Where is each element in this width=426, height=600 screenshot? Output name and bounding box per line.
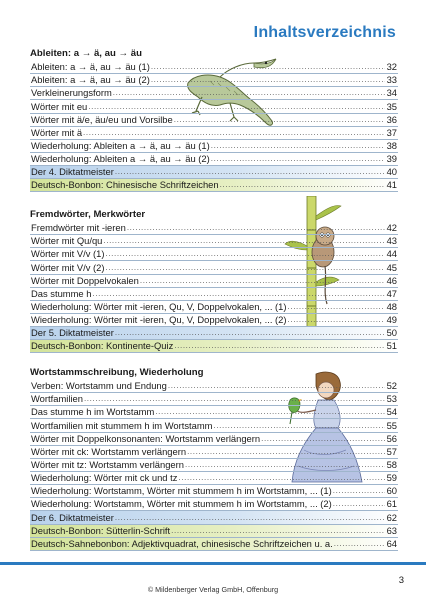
toc-entry-page: 44: [386, 248, 397, 260]
section-heading: Wortstammschreibung, Wiederholung: [30, 367, 204, 378]
toc-entry-label: Verben: Wortstamm und Endung: [31, 380, 167, 392]
toc-leader-dots: [113, 86, 385, 99]
toc-entry[interactable]: [30, 538, 398, 551]
toc-leader-dots: [105, 247, 385, 260]
toc-leader-dots: [174, 113, 385, 126]
toc-entry-page: 35: [386, 100, 397, 112]
toc-entry-page: 61: [386, 498, 397, 510]
toc-leader-dots: [88, 100, 385, 113]
toc-leader-dots: [334, 537, 385, 550]
toc-entry[interactable]: [30, 525, 398, 538]
toc-entry[interactable]: [30, 485, 398, 498]
toc-entry[interactable]: [30, 235, 398, 248]
toc-entry-page: 41: [386, 179, 397, 191]
toc-entry-label: Ableiten: a → ä, au → äu (2): [31, 74, 150, 86]
toc-entry-label: Wörter mit ä/e, äu/eu und Vorsilbe: [31, 113, 173, 125]
toc-entry-page: 57: [386, 445, 397, 457]
toc-entry-label: Wiederholung: Wörter mit ck und tz: [31, 472, 178, 484]
page-number: 3: [398, 575, 404, 586]
toc-entry-page: 32: [386, 61, 397, 73]
toc-leader-dots: [171, 524, 385, 537]
toc-entry-page: 39: [386, 153, 397, 165]
toc-entry[interactable]: [30, 275, 398, 288]
toc-leader-dots: [288, 313, 386, 326]
toc-entry-page: 54: [386, 406, 397, 418]
toc-leader-dots: [220, 178, 385, 191]
toc-list: [30, 380, 398, 551]
toc-entry[interactable]: [30, 153, 398, 166]
toc-entry-label: Wörter mit ä: [31, 126, 83, 138]
toc-entry-label: Wörter mit tz: Wortstamm verlängern: [31, 458, 184, 470]
toc-entry-label: Der 6. Diktatmeister: [31, 511, 114, 523]
page-title: Inhaltsverzeichnis: [253, 24, 396, 41]
toc-entry[interactable]: [30, 433, 398, 446]
toc-entry[interactable]: [30, 419, 398, 432]
toc-entry-page: 36: [386, 113, 397, 125]
toc-leader-dots: [115, 326, 385, 339]
toc-entry[interactable]: [30, 179, 398, 192]
toc-entry[interactable]: [30, 472, 398, 485]
toc-entry[interactable]: [30, 74, 398, 87]
toc-leader-dots: [151, 73, 385, 86]
toc-entry-label: Wörter mit V/v (1): [31, 248, 105, 260]
toc-leader-dots: [211, 139, 385, 152]
toc-leader-dots: [140, 274, 385, 287]
toc-entry[interactable]: [30, 222, 398, 235]
toc-entry-page: 38: [386, 139, 397, 151]
toc-leader-dots: [127, 221, 385, 234]
toc-entry-label: Wortfamilien: [31, 393, 83, 405]
toc-entry[interactable]: [30, 61, 398, 74]
toc-entry-label: Verkleinerungsform: [31, 87, 112, 99]
toc-list: [30, 61, 398, 192]
toc-entry-page: 50: [386, 327, 397, 339]
toc-entry-page: 49: [386, 314, 397, 326]
toc-leader-dots: [155, 405, 385, 418]
toc-entry-label: Fremdwörter mit -ieren: [31, 222, 126, 234]
toc-entry-label: Wörter mit eu: [31, 100, 88, 112]
toc-leader-dots: [115, 511, 385, 524]
toc-entry-page: 55: [386, 419, 397, 431]
toc-leader-dots: [92, 287, 385, 300]
toc-entry-label: Deutsch-Bonbon: Kontinente-Quiz: [31, 340, 174, 352]
toc-leader-dots: [174, 339, 385, 352]
toc-entry-label: Ableiten: a → ä, au → äu (1): [31, 61, 150, 73]
toc-leader-dots: [185, 458, 385, 471]
toc-entry[interactable]: [30, 406, 398, 419]
footer-rule: [0, 562, 426, 565]
toc-entry-page: 51: [386, 340, 397, 352]
toc-leader-dots: [333, 484, 385, 497]
toc-leader-dots: [83, 126, 385, 139]
toc-entry[interactable]: [30, 340, 398, 353]
toc-leader-dots: [84, 392, 385, 405]
toc-entry-label: Deutsch-Bonbon: Chinesische Schriftzeichen: [31, 179, 219, 191]
toc-entry-label: Wiederholung: Wortstamm, Wörter mit stummem h im Wortstamm, ... (1): [31, 485, 332, 497]
toc-entry-page: 46: [386, 274, 397, 286]
toc-entry-page: 64: [386, 537, 397, 549]
toc-entry[interactable]: [30, 248, 398, 261]
toc-entry-label: Wörter mit ck: Wortstamm verlängern: [31, 445, 187, 457]
toc-entry-page: 33: [386, 74, 397, 86]
toc-entry[interactable]: [30, 446, 398, 459]
toc-entry[interactable]: [30, 393, 398, 406]
toc-entry[interactable]: [30, 140, 398, 153]
toc-entry-label: Wörter mit Doppelkonsonanten: Wortstamm verlängern: [31, 432, 261, 444]
toc-entry-page: 52: [386, 380, 397, 392]
toc-entry[interactable]: [30, 498, 398, 511]
toc-entry-label: Wiederholung: Wortstamm, Wörter mit stummem h im Wortstamm, ... (2): [31, 498, 332, 510]
toc-entry[interactable]: [30, 380, 398, 393]
toc-entry-label: Der 4. Diktatmeister: [31, 166, 114, 178]
toc-section-ableiten: [30, 47, 398, 192]
toc-entry-label: Wörter mit Doppelvokalen: [31, 274, 139, 286]
toc-entry-label: Deutsch-Bonbon: Sütterlin-Schrift: [31, 524, 171, 536]
toc-entry-label: Das stumme h: [31, 287, 92, 299]
toc-leader-dots: [168, 379, 385, 392]
toc-entry-label: Wörter mit Qu/qu: [31, 235, 103, 247]
toc-leader-dots: [211, 152, 385, 165]
toc-entry-page: 53: [386, 393, 397, 405]
toc-entry-page: 47: [386, 287, 397, 299]
toc-entry[interactable]: [30, 459, 398, 472]
toc-leader-dots: [213, 419, 385, 432]
toc-entry[interactable]: [30, 127, 398, 140]
toc-entry-page: 59: [386, 472, 397, 484]
toc-entry-label: Wiederholung: Ableiten a → ä, au → äu (2): [31, 153, 210, 165]
toc-leader-dots: [103, 234, 385, 247]
toc-leader-dots: [105, 261, 385, 274]
toc-entry-page: 45: [386, 261, 397, 273]
toc-entry-page: 62: [386, 511, 397, 523]
toc-section-wortstamm: [30, 366, 398, 551]
toc-list: [30, 222, 398, 353]
toc-entry[interactable]: [30, 301, 398, 314]
toc-entry-label: Wortfamilien mit stummem h im Wortstamm: [31, 419, 213, 431]
toc-entry-page: 56: [386, 432, 397, 444]
toc-leader-dots: [115, 165, 385, 178]
toc-leader-dots: [178, 471, 385, 484]
toc-entry-page: 42: [386, 222, 397, 234]
publisher-credit: © Mildenberger Verlag GmbH, Offenburg: [147, 585, 279, 594]
toc-entry[interactable]: [30, 87, 398, 100]
toc-entry-page: 43: [386, 235, 397, 247]
toc-entry[interactable]: [30, 288, 398, 301]
toc-entry-label: Wiederholung: Ableiten a → ä, au → äu (1): [31, 139, 210, 151]
toc-entry[interactable]: [30, 261, 398, 274]
toc-entry-page: 58: [386, 458, 397, 470]
toc-entry[interactable]: [30, 166, 398, 179]
toc-leader-dots: [187, 445, 385, 458]
toc-entry-page: 37: [386, 126, 397, 138]
toc-entry[interactable]: [30, 114, 398, 127]
section-heading: Fremdwörter, Merkwörter: [30, 209, 146, 220]
toc-leader-dots: [333, 497, 385, 510]
toc-section-fremdwoerter: [30, 208, 398, 353]
toc-entry[interactable]: [30, 327, 398, 340]
toc-entry-page: 63: [386, 524, 397, 536]
toc-entry-label: Wiederholung: Wörter mit -ieren, Qu, V, Doppelvokalen, ... (1): [31, 300, 287, 312]
toc-leader-dots: [151, 60, 385, 73]
toc-entry-label: Wiederholung: Wörter mit -ieren, Qu, V, Doppelvokalen, ... (2): [31, 314, 287, 326]
toc-entry-page: 34: [386, 87, 397, 99]
toc-leader-dots: [288, 300, 386, 313]
toc-entry-label: Der 5. Diktatmeister: [31, 327, 114, 339]
toc-entry-page: 40: [386, 166, 397, 178]
toc-entry-label: Deutsch-Sahnebonbon: Adjektivquadrat, chinesische Schriftzeichen u. a.: [31, 537, 333, 549]
toc-entry[interactable]: [30, 314, 398, 327]
toc-leader-dots: [261, 432, 385, 445]
toc-entry-page: 60: [386, 485, 397, 497]
toc-entry[interactable]: [30, 511, 398, 524]
toc-entry-page: 48: [386, 300, 397, 312]
toc-entry-label: Das stumme h im Wortstamm: [31, 406, 155, 418]
section-heading: Ableiten: a → ä, au → äu: [30, 48, 142, 59]
toc-entry-label: Wörter mit V/v (2): [31, 261, 105, 273]
toc-entry[interactable]: [30, 100, 398, 113]
